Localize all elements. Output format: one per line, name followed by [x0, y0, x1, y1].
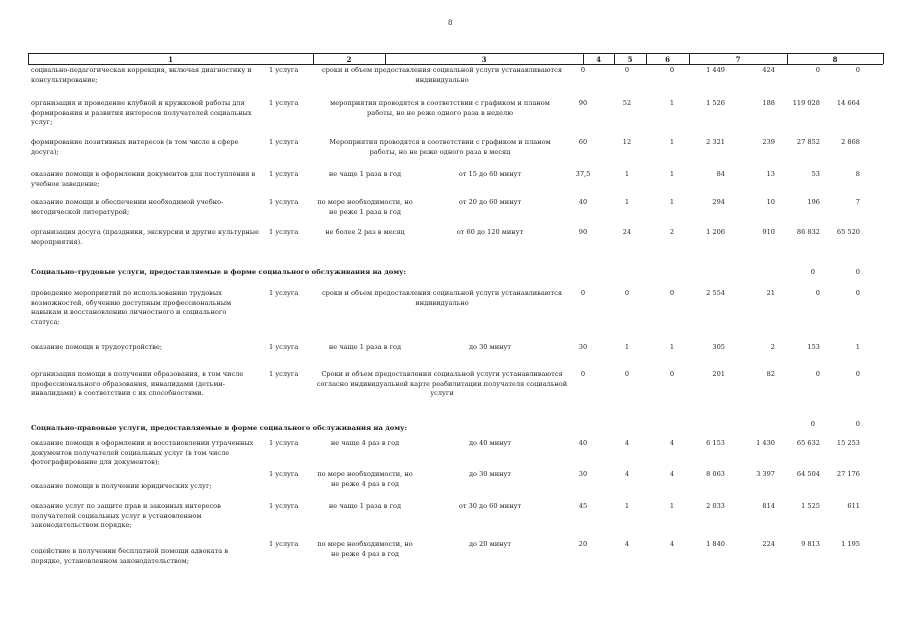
- service-unit: 1 услуга: [269, 228, 299, 236]
- service-unit: 1 услуга: [269, 370, 299, 378]
- section-total-col8a: 0: [810, 420, 815, 428]
- cell-col5: 1: [624, 502, 630, 510]
- cell-col7a: 2 033: [706, 502, 725, 510]
- cell-col8b: 611: [847, 502, 860, 510]
- cell-col8a: 64 504: [796, 470, 820, 478]
- cell-col7b: 13: [766, 170, 775, 178]
- service-duration: до 30 минут: [468, 343, 512, 351]
- service-unit: 1 услуга: [269, 99, 299, 107]
- page-number: 8: [448, 19, 453, 27]
- cell-col7a: 8 063: [706, 470, 725, 478]
- cell-col4: 0: [580, 370, 586, 378]
- cell-col6: 4: [669, 540, 675, 548]
- header-top-rule: [28, 53, 883, 54]
- cell-col8a: 86 832: [796, 228, 820, 236]
- cell-col7a: 2 554: [706, 289, 725, 297]
- service-period: сроки и объем предоставления социальной услуги устанавливаются индивидуально: [321, 289, 563, 307]
- column-header: 3: [481, 55, 487, 64]
- cell-col8a: 0: [815, 370, 820, 378]
- cell-col5: 12: [622, 138, 632, 146]
- cell-col6: 1: [669, 502, 675, 510]
- service-name: содействие в получении бесплатной помощи адвоката в порядке, установленном законодательством;: [31, 547, 229, 565]
- service-period: не чаще 4 раз в год: [330, 439, 400, 447]
- cell-col6: 1: [669, 99, 675, 107]
- cell-col4: 60: [578, 138, 588, 146]
- cell-col6: 4: [669, 470, 675, 478]
- cell-col7b: 2: [770, 343, 775, 351]
- cell-col8a: 27 852: [796, 138, 820, 146]
- cell-col8b: 15 253: [836, 439, 860, 447]
- service-duration: от 15 до 60 минут: [458, 170, 522, 178]
- cell-col7b: 224: [762, 540, 775, 548]
- service-period: по мере необходимости, но не реже 4 раз в год: [317, 540, 413, 558]
- cell-col8a: 65 632: [796, 439, 820, 447]
- section-heading-legal: Социально-правовые услуги, предоставляемые в форме социального обслуживания на дому:: [31, 424, 408, 432]
- column-header: 2: [346, 55, 352, 64]
- service-period: Сроки и объем предоставления социальной услуги устанавливаются согласно индивидуальной карте реабилитации получателя социальной услуги: [316, 370, 568, 398]
- service-unit: 1 услуга: [269, 170, 299, 178]
- cell-col7a: 1 840: [706, 540, 725, 548]
- service-name: проведение мероприятий по использованию трудовых возможностей, обучению доступным профессиональным навыкам и восстановлению личностного и социального статуса;: [31, 289, 232, 326]
- service-period: Мероприятия проводятся в соответствии с графиком и планом работы, но не реже одного раза в месяц: [329, 138, 551, 156]
- service-unit: 1 услуга: [269, 66, 299, 74]
- cell-col5: 52: [622, 99, 632, 107]
- cell-col7a: 1 206: [706, 228, 725, 236]
- cell-col8b: 8: [855, 170, 860, 178]
- cell-col7a: 6 153: [706, 439, 725, 447]
- service-unit: 1 услуга: [269, 138, 299, 146]
- cell-col7b: 239: [762, 138, 775, 146]
- column-header: 5: [627, 55, 633, 64]
- service-period: не более 2 раз в месяц: [325, 228, 405, 236]
- column-header: 7: [735, 55, 741, 64]
- service-period: сроки и объем предоставления социальной услуги устанавливаются индивидуально: [321, 66, 563, 84]
- service-duration: до 20 минут: [468, 540, 512, 548]
- cell-col7a: 84: [716, 170, 725, 178]
- cell-col7b: 424: [762, 66, 775, 74]
- cell-col4: 90: [578, 99, 588, 107]
- service-duration: до 40 минут: [468, 439, 512, 447]
- service-name: оказание помощи в получении юридических услуг;: [31, 482, 212, 490]
- cell-col6: 4: [669, 439, 675, 447]
- service-period: не чаще 1 раза в год: [328, 170, 402, 178]
- cell-col4: 45: [578, 502, 588, 510]
- cell-col7a: 305: [712, 343, 725, 351]
- service-name: оказание помощи в обеспечении необходимой учебно-методической литературой;: [31, 198, 224, 216]
- cell-col8a: 119 028: [792, 99, 820, 107]
- cell-col4: 90: [578, 228, 588, 236]
- cell-col8a: 196: [807, 198, 820, 206]
- service-period: не чаще 1 раза в год: [328, 502, 402, 510]
- cell-col7a: 2 321: [706, 138, 725, 146]
- cell-col5: 1: [624, 343, 630, 351]
- service-name: оказание помощи в трудоустройстве;: [31, 343, 162, 351]
- cell-col8b: 2 868: [841, 138, 860, 146]
- cell-col4: 0: [580, 289, 586, 297]
- section-total-col8b: 0: [855, 420, 860, 428]
- cell-col7b: 21: [766, 289, 775, 297]
- cell-col8a: 0: [815, 66, 820, 74]
- cell-col7a: 294: [712, 198, 725, 206]
- column-header: 8: [832, 55, 838, 64]
- cell-col7a: 1 526: [706, 99, 725, 107]
- service-unit: 1 услуга: [269, 540, 299, 548]
- service-period: по мере необходимости, но не реже 4 раз в год: [317, 470, 413, 488]
- column-header: 1: [168, 55, 173, 64]
- service-unit: 1 услуга: [269, 198, 299, 206]
- cell-col4: 40: [578, 198, 588, 206]
- column-header: 6: [665, 55, 670, 64]
- service-name: организация и проведение клубной и кружковой работы для формирования и развития интересов получателей социальных услуг;: [31, 99, 252, 127]
- service-name: формирование позитивных интересов (в том числе в сфере досуга);: [31, 138, 239, 156]
- cell-col4: 30: [578, 470, 588, 478]
- cell-col8a: 1 525: [801, 502, 820, 510]
- service-name: организация досуга (праздники, экскурсии и другие культурные мероприятия).: [31, 228, 260, 246]
- cell-col5: 4: [624, 439, 630, 447]
- section-total-col8a: 0: [810, 268, 815, 276]
- cell-col5: 0: [624, 289, 630, 297]
- service-unit: 1 услуга: [269, 502, 299, 510]
- service-duration: от 20 до 60 минут: [458, 198, 522, 206]
- cell-col6: 1: [669, 343, 675, 351]
- cell-col8b: 14 664: [836, 99, 860, 107]
- service-period: мероприятия проводятся в соответствии с графиком и планом работы, но не реже одного раза в неделю: [330, 99, 550, 117]
- service-period: по мере необходимости, но не реже 1 раза в год: [317, 198, 413, 216]
- cell-col5: 0: [624, 66, 630, 74]
- cell-col8b: 0: [855, 66, 860, 74]
- cell-col6: 1: [669, 138, 675, 146]
- service-unit: 1 услуга: [269, 289, 299, 297]
- cell-col5: 1: [624, 170, 630, 178]
- cell-col8b: 0: [855, 289, 860, 297]
- cell-col4: 40: [578, 439, 588, 447]
- service-name: оказание помощи в оформлении и восстановлении утраченных документов получателей социальных услуг (в том числе фотографирование для документов);: [31, 439, 254, 467]
- cell-col7a: 201: [712, 370, 725, 378]
- cell-col8a: 153: [807, 343, 820, 351]
- cell-col7b: 82: [766, 370, 775, 378]
- cell-col6: 0: [669, 289, 675, 297]
- service-unit: 1 услуга: [269, 470, 299, 478]
- service-duration: от 30 до 60 минут: [458, 502, 522, 510]
- cell-col5: 0: [624, 370, 630, 378]
- cell-col7b: 3 397: [756, 470, 775, 478]
- service-name: оказание услуг по защите прав и законных интересов получателей социальных услуг в установленном законодательством порядке;: [31, 502, 221, 530]
- cell-col7b: 10: [766, 198, 775, 206]
- cell-col4: 20: [578, 540, 588, 548]
- cell-col7b: 814: [762, 502, 775, 510]
- cell-col7b: 1 430: [756, 439, 775, 447]
- service-duration: до 30 минут: [468, 470, 512, 478]
- header-divider: [883, 53, 884, 64]
- cell-col5: 4: [624, 540, 630, 548]
- column-header: 4: [596, 55, 601, 64]
- service-name: социально-педагогическая коррекция, включая диагностику и консультирование;: [31, 66, 252, 84]
- cell-col8b: 7: [855, 198, 860, 206]
- cell-col7b: 188: [762, 99, 775, 107]
- cell-col6: 0: [669, 66, 675, 74]
- cell-col6: 1: [669, 170, 675, 178]
- cell-col4: 37,5: [575, 170, 591, 178]
- section-heading-labor: Социально-трудовые услуги, предоставляемые в форме социального обслуживания на дому:: [31, 268, 407, 276]
- cell-col8a: 0: [815, 289, 820, 297]
- service-unit: 1 услуга: [269, 439, 299, 447]
- cell-col8b: 1: [855, 343, 860, 351]
- service-unit: 1 услуга: [269, 343, 299, 351]
- cell-col6: 1: [669, 198, 675, 206]
- cell-col8b: 1 195: [841, 540, 860, 548]
- cell-col5: 1: [624, 198, 630, 206]
- service-name: оказание помощи в оформлении документов для поступления в учебное заведение;: [31, 170, 256, 188]
- cell-col8b: 0: [855, 370, 860, 378]
- cell-col4: 30: [578, 343, 588, 351]
- cell-col8a: 53: [811, 170, 820, 178]
- cell-col6: 0: [669, 370, 675, 378]
- cell-col5: 4: [624, 470, 630, 478]
- cell-col8b: 65 520: [836, 228, 860, 236]
- cell-col8a: 9 813: [801, 540, 820, 548]
- cell-col7b: 910: [762, 228, 775, 236]
- cell-col4: 0: [580, 66, 586, 74]
- cell-col7a: 1 449: [706, 66, 725, 74]
- service-duration: от 60 до 120 минут: [456, 228, 524, 236]
- service-period: не чаще 1 раза в год: [328, 343, 402, 351]
- section-total-col8b: 0: [855, 268, 860, 276]
- cell-col6: 2: [669, 228, 675, 236]
- service-name: организация помощи в получении образования, в том числе профессионального образования, инвалидами (детьми-инвалидами) в соответствии с их способностями.: [31, 370, 244, 398]
- cell-col8b: 27 176: [836, 470, 860, 478]
- cell-col5: 24: [622, 228, 632, 236]
